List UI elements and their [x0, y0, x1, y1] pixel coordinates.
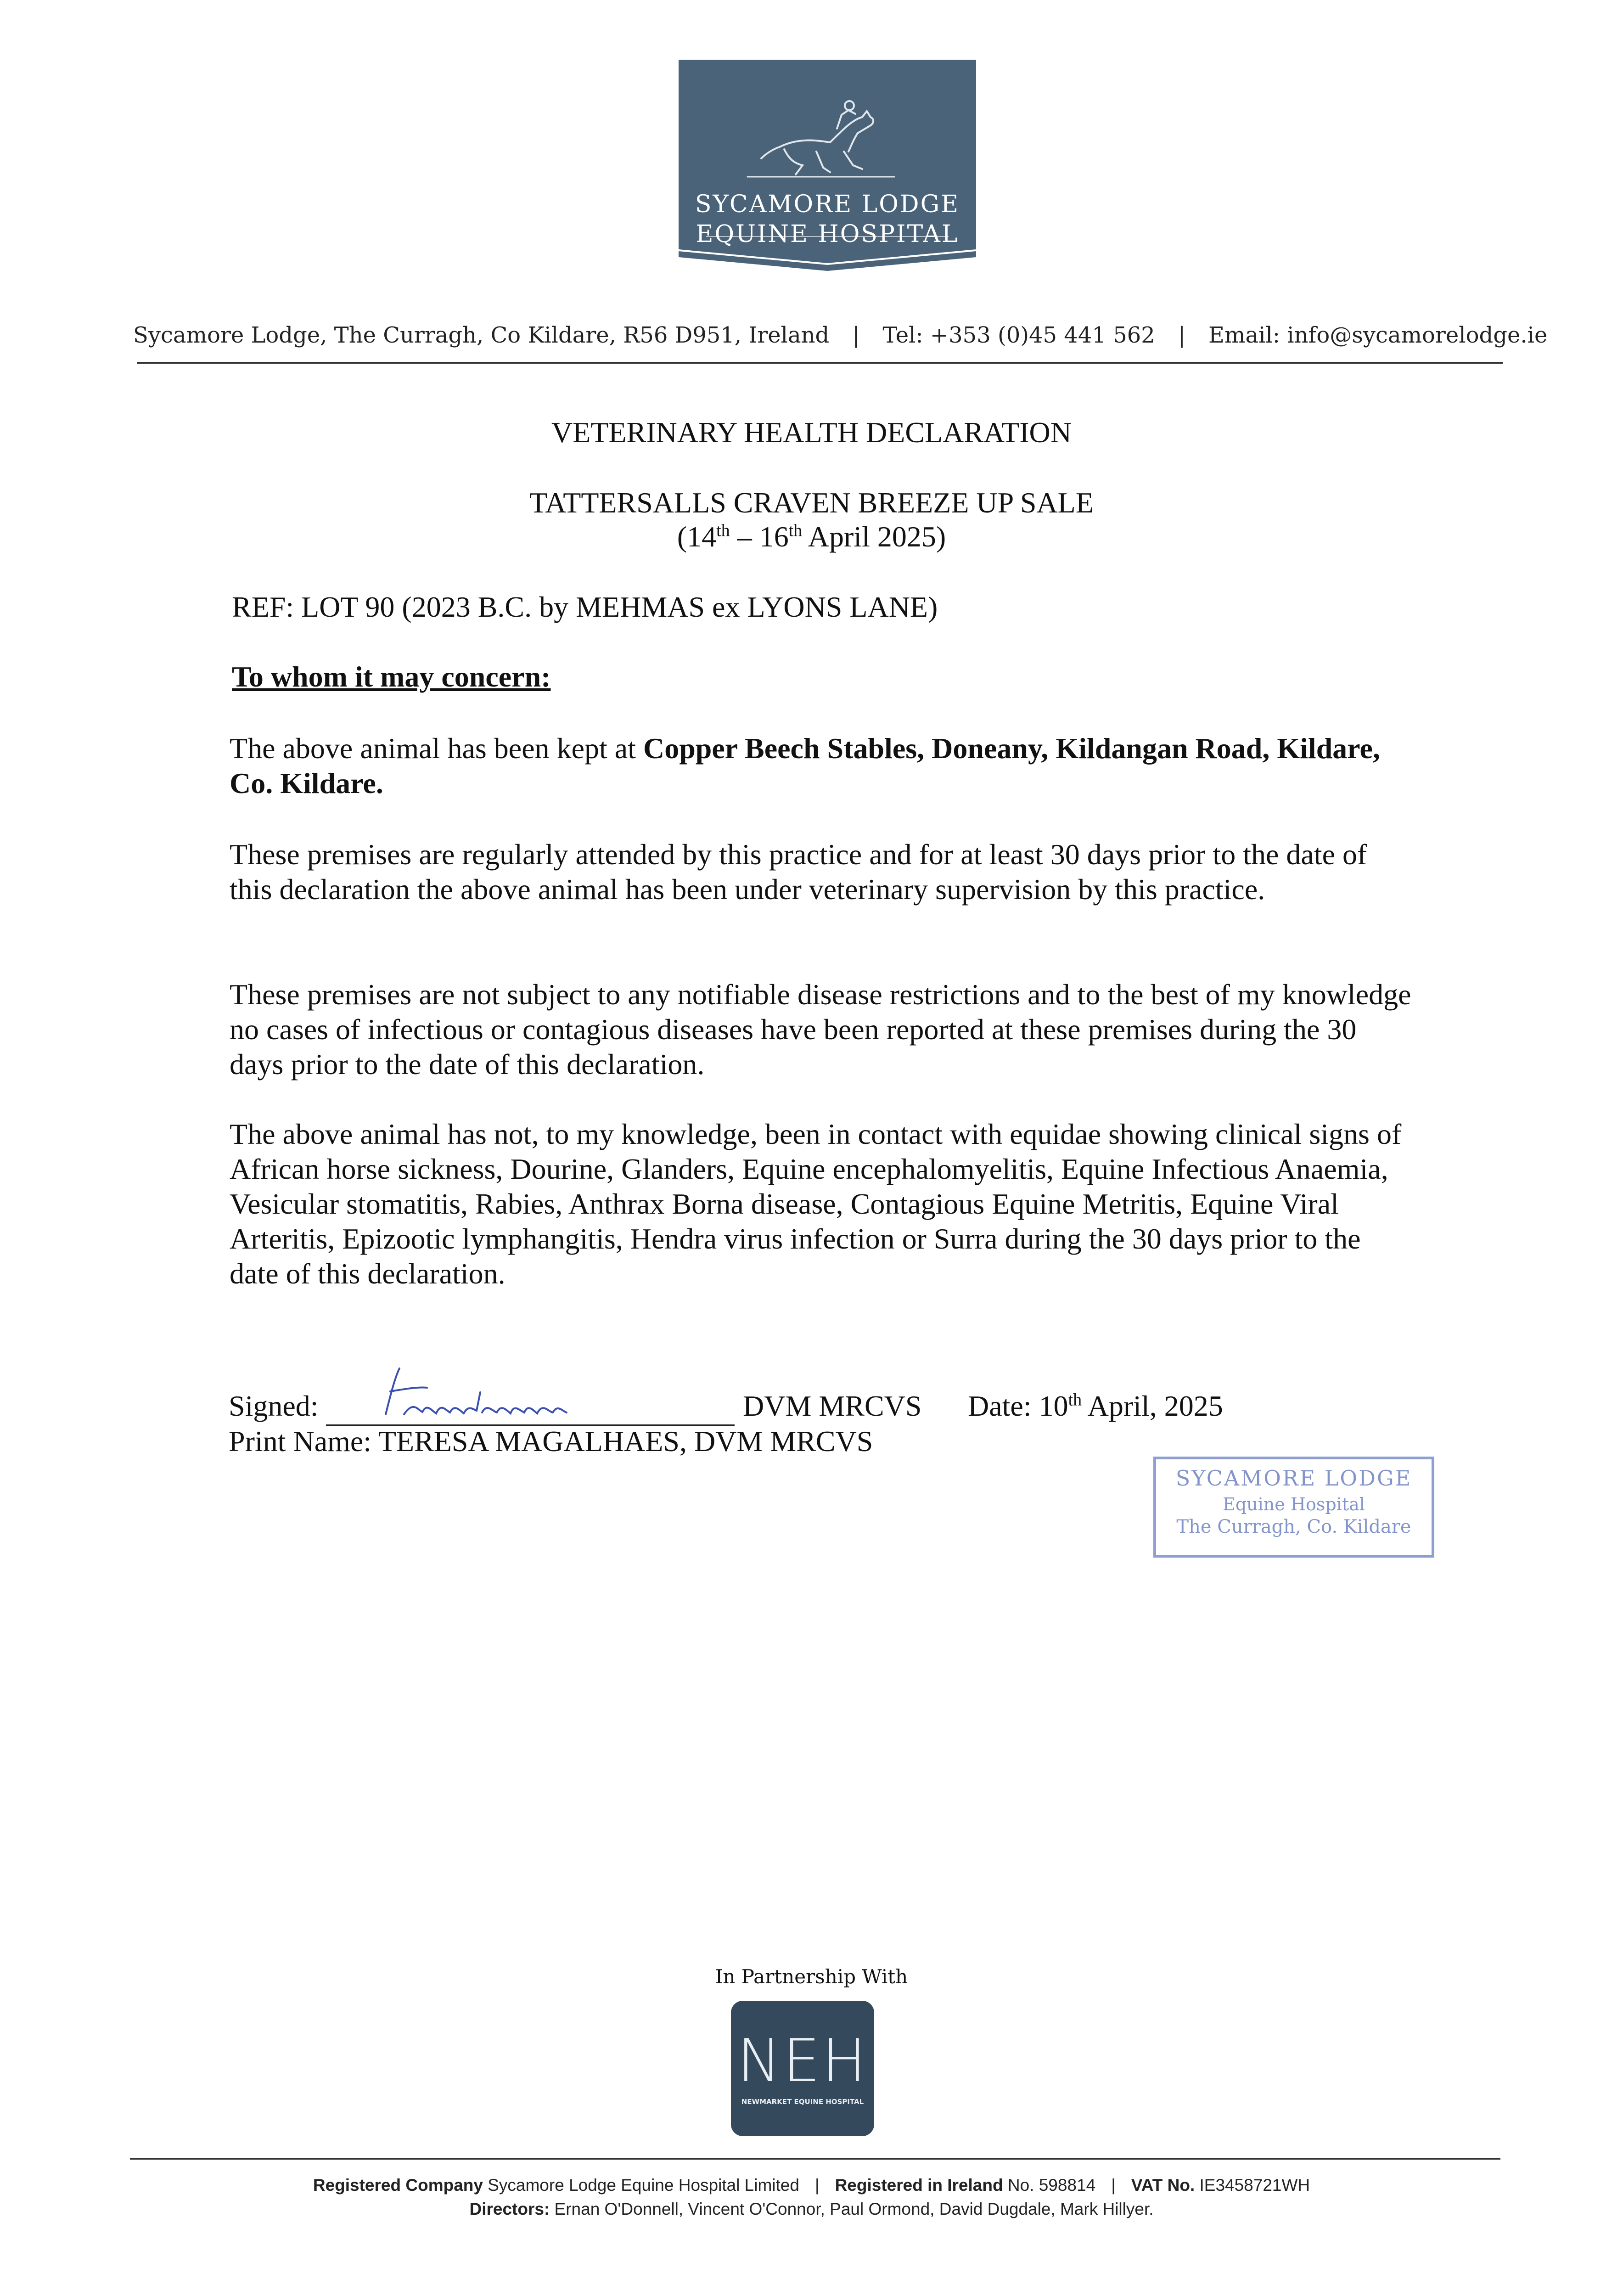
document-title: VETERINARY HEALTH DECLARATION: [551, 416, 1072, 449]
contact-line: [133, 317, 1548, 354]
paragraph-premises: The above animal has been kept at Copper Beech Stables, Doneany, Kildangan Road, Kildare, Co. Kildare.: [230, 732, 1380, 799]
svg-text:NEH: NEH: [737, 2027, 868, 2095]
stamp-line-1: SYCAMORE LODGE: [1175, 1466, 1412, 1491]
sale-title: TATTERSALLS CRAVEN BREEZE UP SALE: [529, 486, 1094, 519]
paragraph-supervision: These premises are regularly attended by this practice and for at least 30 days prior to the date of this declaration the above animal has been under veterinary supervision by this practice.: [230, 838, 1367, 906]
address: Sycamore Lodge, The Curragh, Co Kildare, R56 D951, Ireland: [133, 322, 830, 348]
stamp-line-2: Equine Hospital: [1223, 1494, 1365, 1514]
print-name: Print Name: TERESA MAGALHAES, DVM MRCVS: [229, 1425, 873, 1458]
email: Email: info@sycamorelodge.ie: [1208, 322, 1548, 348]
footer-directors: Directors: Ernan O'Donnell, Vincent O'Connor, Paul Ormond, David Dugdale, Mark Hillyer.: [469, 2200, 1154, 2218]
telephone: Tel: +353 (0)45 441 562: [882, 322, 1155, 348]
neh-logo: [731, 2001, 874, 2136]
paragraph-restrictions: These premises are not subject to any notifiable disease restrictions and to the best of my knowledge no cases of infectious or contagious diseases have been reported at these premises during the 30 days prior to the date of this declaration.: [230, 978, 1411, 1080]
paragraph-diseases: The above animal has not, to my knowledge, been in contact with equidae showing clinical signs of African horse sickness, Dourine, Glanders, Equine encephalomyelitis, Equine Infectious Anaemia, Vesicular stomatitis, Rabies, Anthrax Borna disease, Contagious Equine Metritis, Equine Viral Arteritis, Epizootic lymphangitis, Hendra virus infection or Surra during the 30 days prior to the date of this declaration.: [230, 1118, 1402, 1290]
header-rule: [137, 362, 1503, 364]
sale-dates: (14th – 16th April 2025): [677, 520, 946, 553]
footer-rule: [130, 2158, 1500, 2160]
declaration-date: Date: 10th April, 2025: [968, 1390, 1223, 1422]
signed-label: Signed:: [229, 1390, 319, 1422]
separator: |: [1178, 322, 1185, 348]
reference-line: REF: LOT 90 (2023 B.C. by MEHMAS ex LYONS LANE): [232, 591, 938, 623]
svg-text:NEWMARKET EQUINE HOSPITAL: NEWMARKET EQUINE HOSPITAL: [741, 2098, 864, 2106]
partnership-label: In Partnership With: [715, 1965, 908, 1988]
signature-credentials: DVM MRCVS: [743, 1390, 922, 1422]
handwritten-signature: [376, 1359, 578, 1428]
sycamore-lodge-logo: [679, 60, 976, 271]
separator: |: [852, 322, 860, 348]
logo-line-2: EQUINE HOSPITAL: [696, 220, 959, 248]
logo-line-1: SYCAMORE LODGE: [695, 191, 960, 218]
salutation: To whom it may concern:: [232, 660, 551, 693]
footer-registration: Registered Company Sycamore Lodge Equine Hospital Limited | Registered in Ireland No. 598814 | VAT No. IE3458721WH: [313, 2176, 1310, 2195]
practice-stamp: [1153, 1457, 1434, 1558]
stamp-line-3: The Curragh, Co. Kildare: [1176, 1516, 1411, 1537]
